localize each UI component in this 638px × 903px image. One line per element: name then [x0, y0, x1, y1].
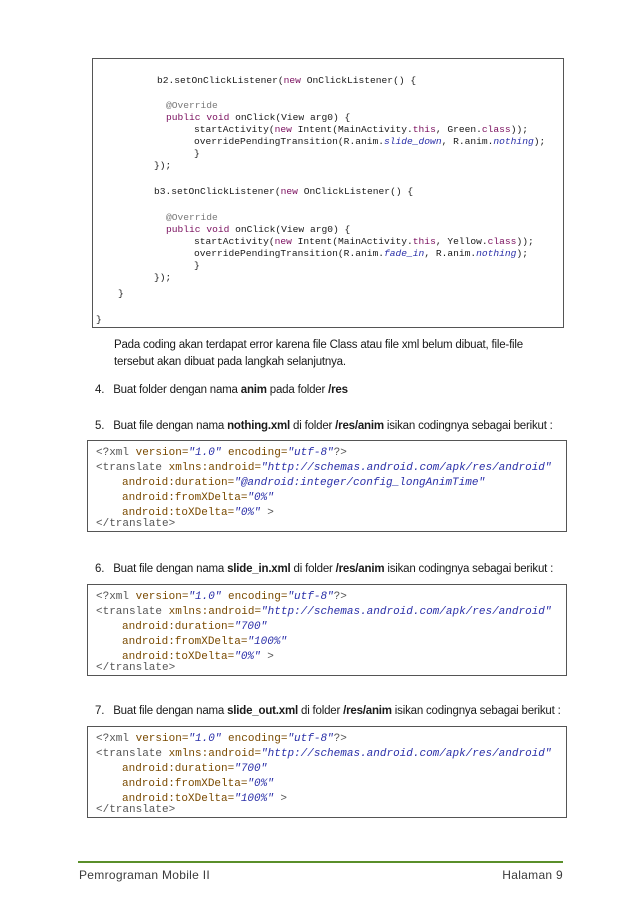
step-number: 4. — [95, 384, 105, 396]
code-line: android:duration="700" — [122, 621, 268, 633]
code-line: }); — [154, 272, 172, 283]
code-line: android:fromXDelta="0%" — [122, 492, 274, 504]
step-5: 5. Buat file dengan nama nothing.xml di folder /res/anim isikan codingnya sebagai berikut : — [95, 420, 553, 432]
code-line: overridePendingTransition(R.anim.slide_down, R.anim.nothing); — [194, 136, 546, 147]
code-line: }); — [154, 160, 172, 171]
code-line: startActivity(new Intent(MainActivity.this, Yellow.class)); — [194, 236, 534, 247]
step-4: 4. Buat folder dengan nama anim pada folder /res — [95, 384, 348, 396]
code-line: android:duration="700" — [122, 763, 268, 775]
code-line: startActivity(new Intent(MainActivity.this, Green.class)); — [194, 124, 528, 135]
code-line: <?xml version="1.0" encoding="utf-8"?> — [96, 591, 347, 603]
step-number: 6. — [95, 563, 105, 575]
code-line: <translate xmlns:android="http://schemas.android.com/apk/res/android" — [96, 748, 552, 760]
code-line: b2.setOnClickListener(new OnClickListener() { — [157, 75, 417, 86]
slide-out-xml-code-block — [87, 726, 567, 818]
code-line: @Override — [166, 212, 218, 223]
footer-course-title: Pemrograman Mobile II — [79, 868, 211, 882]
slide-in-xml-code-block — [87, 584, 567, 676]
code-line: public void onClick(View arg0) { — [166, 224, 351, 235]
code-line: } — [194, 260, 200, 271]
code-line: android:fromXDelta="100%" — [122, 636, 288, 648]
note-paragraph: Pada coding akan terdapat error karena file Class atau file xml belum dibuat, file-file tersebut akan dibuat pada langkah selanjutnya. — [114, 339, 523, 368]
nothing-xml-code-block — [87, 440, 567, 532]
code-line: overridePendingTransition(R.anim.fade_in, R.anim.nothing); — [194, 248, 528, 259]
code-line: public void onClick(View arg0) { — [166, 112, 351, 123]
step-number: 7. — [95, 705, 105, 717]
code-line: </translate> — [96, 662, 176, 674]
code-line: android:fromXDelta="0%" — [122, 778, 274, 790]
code-line: </translate> — [96, 518, 176, 530]
code-line: android:duration="@android:integer/config_longAnimTime" — [122, 477, 486, 489]
code-line: } — [194, 148, 200, 159]
code-line: b3.setOnClickListener(new OnClickListener() { — [154, 186, 414, 197]
code-line: android:toXDelta="0%" > — [122, 507, 274, 519]
code-line: @Override — [166, 100, 218, 111]
footer-page-number: Halaman 9 — [502, 868, 563, 882]
footer-divider — [78, 861, 563, 863]
code-line: } — [118, 288, 124, 299]
step-7: 7. Buat file dengan nama slide_out.xml di folder /res/anim isikan codingnya sebagai berikut : — [95, 705, 561, 717]
code-line: <translate xmlns:android="http://schemas.android.com/apk/res/android" — [96, 606, 552, 618]
code-line: android:toXDelta="100%" > — [122, 793, 288, 805]
code-line: } — [96, 314, 102, 325]
code-line: <translate xmlns:android="http://schemas.android.com/apk/res/android" — [96, 462, 552, 474]
code-line: </translate> — [96, 804, 176, 816]
code-line: <?xml version="1.0" encoding="utf-8"?> — [96, 447, 347, 459]
step-number: 5. — [95, 420, 105, 432]
java-code-block — [92, 58, 564, 328]
code-line: android:toXDelta="0%" > — [122, 651, 274, 663]
code-line: <?xml version="1.0" encoding="utf-8"?> — [96, 733, 347, 745]
step-6: 6. Buat file dengan nama slide_in.xml di folder /res/anim isikan codingnya sebagai berikut : — [95, 563, 554, 575]
